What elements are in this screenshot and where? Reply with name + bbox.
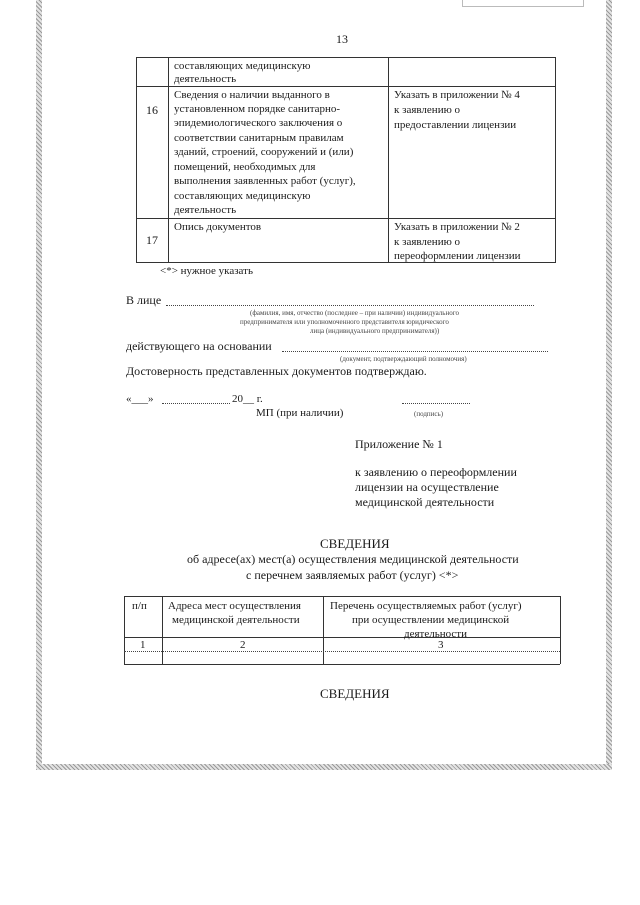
section-subtitle: об адресе(ах) мест(а) осуществления медицинской деятельности [187,552,519,566]
section-heading-2: СВЕДЕНИЯ [320,686,390,701]
section-heading: СВЕДЕНИЯ [320,536,390,551]
header-num: п/п [132,600,147,612]
page-border-left [36,0,42,770]
page-border-right [606,0,612,770]
confirmation-text: Достоверность представленных документов подтверждаю. [126,364,427,378]
acting-label: действующего на основании [126,339,272,353]
page-corner-box [462,0,584,7]
signature-caption: (подпись) [414,410,444,418]
appendix-title: Приложение № 1 [355,437,443,451]
row-number: 16 [146,103,158,117]
acting-basis-line[interactable] [282,351,548,352]
stamp-label: МП (при наличии) [256,407,344,419]
footnote: <*> нужное указать [160,265,253,277]
date-year: 20__ г. [232,393,263,405]
date-month-line[interactable] [162,403,230,404]
date-day: «___» [126,393,154,405]
in-person-line[interactable] [166,305,534,306]
table-cell: 2 [240,639,246,651]
page-border-bottom [36,764,612,770]
in-person-label: В лице [126,293,162,307]
row-number: 17 [146,233,158,247]
table-cell: 1 [140,639,146,651]
page-number: 13 [336,32,348,46]
table-cell: 3 [438,639,444,651]
signature-line[interactable] [402,403,470,404]
